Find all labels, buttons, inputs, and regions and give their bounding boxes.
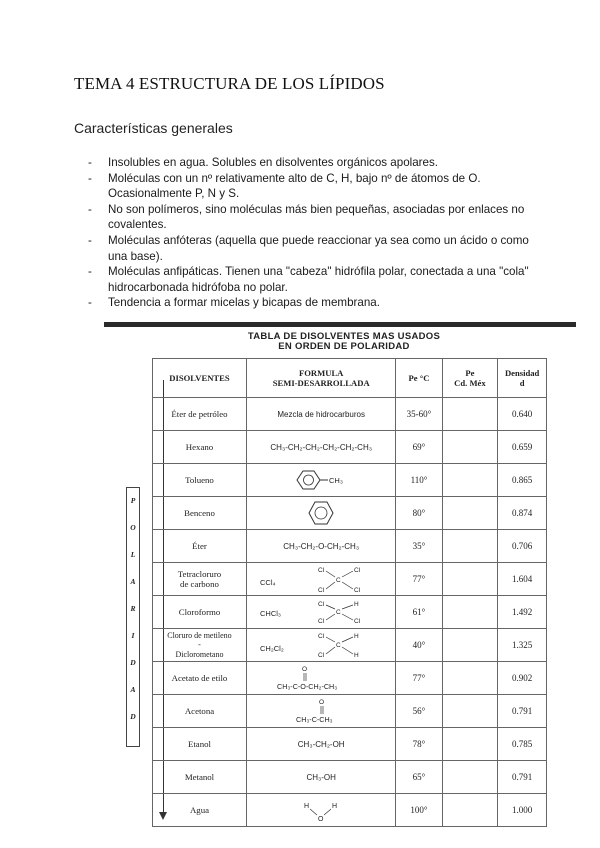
water-structure [296,796,346,824]
solvent-name-line1: Tetracloruro [177,569,222,579]
solvent-name: Hexano [153,431,247,464]
atom-cl: Cl [318,601,325,608]
toluene-structure [281,467,361,493]
boiling-point: 80° [396,497,442,530]
header-formula-line2: SEMI-DESARROLLADA [272,378,370,388]
list-item: - No son polímeros, sino moléculas más bien pequeñas, asociadas por enlaces no covalentes. [88,202,525,232]
ccl4-structure [256,564,386,594]
solvent-formula [246,662,395,695]
boiling-point: 61° [396,596,442,629]
list-item-text: No son polímeros, sino moléculas más bien pequeñas, asociadas por enlaces no covalentes. [108,202,525,232]
polarity-letter: D [130,658,136,667]
ethyl-acetate-formula: CH₃-C-O-CH₂-CH₃ [277,682,338,691]
boiling-point: 77° [396,662,442,695]
table-row [153,497,547,530]
table-row [153,695,547,728]
table-row [153,563,547,596]
header-density-line1: Densidad [504,368,540,378]
list-item-text: Moléculas anfóteras (aquella que puede reaccionar ya sea como un ácido o como una base). [108,233,529,263]
table-row [153,464,547,497]
carbonyl-oxygen: O [319,699,325,706]
solvent-name: Metanol [153,761,247,794]
atom-c: C [336,642,341,649]
boiling-point-mex [442,728,498,761]
boiling-point-mex [442,398,498,431]
ch2cl2-formula: CH₂Cl₂ [260,644,284,653]
atom-cl: Cl [318,567,325,574]
solvent-name: Benceno [153,497,247,530]
list-item: - Moléculas anfipáticas. Tienen una "cabeza" hidrófila polar, conectada a una "cola" hidrocarbonada hidrófoba no polar. [88,265,529,294]
density: 1.604 [498,563,547,596]
atom-cl: Cl [354,618,361,625]
carbonyl-oxygen: O [302,666,308,673]
atom-cl: Cl [354,567,361,574]
header-formula [246,359,395,398]
list-item: - Moléculas con un nº relativamente alto de C, H, bajo nº de átomos de O. Ocasionalmente P, N y S. [88,171,481,201]
atom-h: H [354,652,359,659]
solvent-name: Tolueno [153,464,247,497]
solvent-table-figure [104,322,576,842]
density: 1.000 [498,794,547,827]
table-row [153,761,547,794]
solvent-name: Agua [153,794,247,827]
table-header-row [153,359,547,398]
density: 0.791 [498,761,547,794]
polarity-letter: A [130,685,136,694]
header-bp-mex-line1: Pe [465,368,475,378]
table-caption-sub: EN ORDEN DE POLARIDAD [278,341,410,352]
boiling-point-mex [442,596,498,629]
atom-cl: Cl [318,633,325,640]
table-row [153,794,547,827]
ch2cl2-structure [256,630,386,660]
benzene-structure [301,499,341,527]
atom-cl: Cl [318,618,325,625]
solvent-formula: CH₃-CH₂-CH₂-CH₂-CH₂-CH₃ [246,431,395,464]
boiling-point-mex [442,662,498,695]
list-item-text: Tendencia a formar micelas y bicapas de membrana. [108,296,380,310]
boiling-point: 77° [396,563,442,596]
solvent-formula [246,695,395,728]
solvent-formula: CH₃-OH [246,761,395,794]
boiling-point-mex [442,530,498,563]
boiling-point-mex [442,563,498,596]
solvent-name [153,563,247,596]
boiling-point: 100° [396,794,442,827]
solvent-formula [246,794,395,827]
table-row [153,629,547,662]
header-density-line2: d [519,378,525,388]
acetone-formula: CH₃-C-CH₃ [296,715,333,724]
table-row [153,728,547,761]
boiling-point-mex [442,464,498,497]
polarity-letter: A [130,577,136,586]
solvent-formula [246,464,395,497]
solvent-name-line1: Cloruro de metileno [167,630,232,640]
atom-c: C [336,577,341,584]
boiling-point-mex [442,761,498,794]
atom-h: H [354,633,359,640]
boiling-point-mex [442,794,498,827]
atom-cl: Cl [318,587,325,594]
boiling-point-mex [442,497,498,530]
boiling-point: 35-60° [396,398,442,431]
ccl4-formula: CCl₄ [260,578,276,587]
boiling-point: 78° [396,728,442,761]
polarity-letter: R [130,604,136,613]
atom-o: O [318,816,324,823]
density: 0.706 [498,530,547,563]
solvent-formula [246,629,395,662]
density: 0.785 [498,728,547,761]
solvent-formula: CH₃-CH₂-OH [246,728,395,761]
section-subtitle: Características generales [74,120,233,136]
polarity-letter: I [131,631,135,640]
density: 1.492 [498,596,547,629]
polarity-letter: O [130,523,136,532]
boiling-point-mex [442,695,498,728]
polarity-label [126,487,140,747]
solvent-table [152,358,547,827]
header-solvent: DISOLVENTES [153,359,247,398]
toluene-methyl-label: CH₃ [329,476,344,485]
solvent-name-line2: - [198,640,201,650]
table-row [153,431,547,464]
list-item: - Tendencia a formar micelas y bicapas de membrana. [88,296,380,310]
header-bp: Pe °C [396,359,442,398]
density: 0.902 [498,662,547,695]
header-bp-mex [442,359,498,398]
list-item-text: Moléculas anfipáticas. Tienen una "cabeza" hidrófila polar, conectada a una "cola" hidrocarbonada hidrófoba no polar. [108,265,529,294]
header-density [498,359,547,398]
boiling-point-mex [442,431,498,464]
density: 0.659 [498,431,547,464]
chcl3-formula: CHCl₃ [260,609,282,618]
solvent-formula: Mezcla de hidrocarburos [246,398,395,431]
chcl3-structure [256,597,386,627]
density: 0.791 [498,695,547,728]
solvent-formula [246,596,395,629]
boiling-point: 110° [396,464,442,497]
solvent-name: Etanol [153,728,247,761]
solvent-name-line3: Diclorometano [175,649,224,659]
boiling-point: 35° [396,530,442,563]
boiling-point: 40° [396,629,442,662]
header-bp-mex-line2: Cd. Méx [454,378,486,388]
table-row [153,398,547,431]
list-item: - Moléculas anfóteras (aquella que puede reaccionar ya sea como un ácido o como una base). [88,233,529,263]
solvent-name-line2: de carbono [180,579,219,589]
boiling-point: 56° [396,695,442,728]
density: 0.865 [498,464,547,497]
atom-h: H [332,803,338,810]
atom-cl: Cl [318,652,325,659]
polarity-letter: P [130,496,136,505]
solvent-name: Acetona [153,695,247,728]
acetone-structure [286,696,356,726]
atom-h: H [304,803,310,810]
solvent-name: Cloroformo [153,596,247,629]
solvent-formula [246,497,395,530]
list-item: - Insolubles en agua. Solubles en disolventes orgánicos apolares. [88,156,438,169]
boiling-point-mex [442,629,498,662]
density: 0.640 [498,398,547,431]
table-row [153,530,547,563]
header-formula-line1: FORMULA [298,368,344,378]
polarity-letter: L [130,550,136,559]
solvent-name: Acetato de etilo [153,662,247,695]
table-caption: TABLA DE DISOLVENTES MAS USADOS [247,331,441,342]
atom-cl: Cl [354,587,361,594]
solvent-name [153,629,247,662]
density: 0.874 [498,497,547,530]
table-row [153,662,547,695]
list-item-text: Moléculas con un nº relativamente alto de C, H, bajo nº de átomos de O. Ocasionalmente P, N y S. [108,171,481,201]
ethyl-acetate-structure [271,663,371,693]
list-item-text: Insolubles en agua. Solubles en disolventes orgánicos apolares. [108,156,438,169]
polarity-letter: D [130,712,136,721]
atom-h: H [354,601,359,608]
boiling-point: 69° [396,431,442,464]
boiling-point: 65° [396,761,442,794]
characteristics-list [84,155,534,311]
table-row [153,596,547,629]
page-title: TEMA 4 ESTRUCTURA DE LOS LÍPIDOS [74,74,385,93]
solvent-formula [246,563,395,596]
solvent-formula: CH₃-CH₂-O-CH₂-CH₃ [246,530,395,563]
density: 1.325 [498,629,547,662]
atom-c: C [336,609,341,616]
solvent-name: Éter [153,530,247,563]
solvent-name: Éter de petróleo [153,398,247,431]
figure-top-rule [104,322,576,327]
